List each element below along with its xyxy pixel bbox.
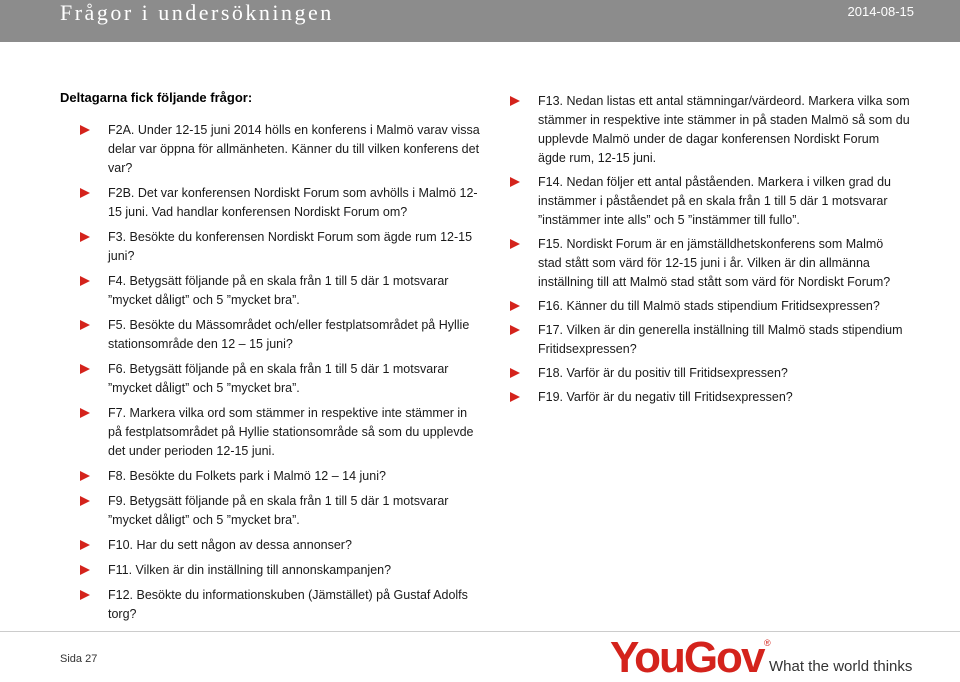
question-text: F15. Nordiskt Forum är en jämställdhetskonferens som Malmö stad stått som värd för 12-15 juni i år. Vilken är din allmänna inställning till att Malmö stad stått som värd för Nordiskt Forum? (538, 237, 891, 289)
question-item (80, 316, 480, 354)
question-item (510, 173, 910, 230)
bullet-arrow-icon (510, 239, 520, 249)
question-item (510, 235, 910, 292)
bullet-arrow-icon (510, 301, 520, 311)
header-date: 2014-08-15 (847, 4, 914, 19)
bullet-arrow-icon (510, 325, 520, 335)
header-bar (0, 0, 960, 42)
bullet-arrow-icon (510, 368, 520, 378)
question-item (80, 404, 480, 461)
yougov-logo: YouGov (610, 633, 764, 682)
question-text: F12. Besökte du informationskuben (Jämstället) på Gustaf Adolfs torg? (108, 588, 468, 621)
bullet-arrow-icon (80, 496, 90, 506)
bullet-arrow-icon (80, 188, 90, 198)
question-text: F14. Nedan följer ett antal påståenden. Markera i vilken grad du instämmer i påståendet på en skala från 1 till 5 där 1 motsvarar ”instämmer inte alls” och 5 ”instämmer till fullo”. (538, 175, 891, 227)
page-number: Sida 27 (60, 653, 98, 665)
bullet-arrow-icon (80, 540, 90, 550)
intro-heading: Deltagarna fick följande frågor: (60, 90, 253, 105)
bullet-arrow-icon (80, 565, 90, 575)
question-item (510, 388, 910, 407)
bullet-arrow-icon (80, 320, 90, 330)
question-item (80, 272, 480, 310)
question-item (80, 360, 480, 398)
question-item (80, 228, 480, 266)
bullet-arrow-icon (510, 392, 520, 402)
question-item (80, 121, 480, 178)
bullet-arrow-icon (80, 408, 90, 418)
bullet-arrow-icon (510, 177, 520, 187)
question-list-right (510, 92, 910, 412)
question-item (510, 92, 910, 168)
question-text: F5. Besökte du Mässområdet och/eller festplatsområdet på Hyllie stationsområde den 12 – 15 juni? (108, 318, 470, 351)
question-text: F2A. Under 12-15 juni 2014 hölls en konferens i Malmö varav vissa delar var öppna för allmänheten. Känner du till vilken konferens det var? (108, 123, 480, 175)
question-text: F19. Varför är du negativ till Fritidsexpressen? (538, 390, 793, 404)
question-text: F8. Besökte du Folkets park i Malmö 12 – 14 juni? (108, 469, 386, 483)
question-text: F18. Varför är du positiv till Fritidsexpressen? (538, 366, 788, 380)
bullet-arrow-icon (80, 125, 90, 135)
bullet-arrow-icon (80, 232, 90, 242)
bullet-arrow-icon (80, 364, 90, 374)
question-text: F2B. Det var konferensen Nordiskt Forum som avhölls i Malmö 12-15 juni. Vad handlar konferensen Nordiskt Forum om? (108, 186, 478, 219)
question-item (80, 467, 480, 486)
question-item (510, 321, 910, 359)
question-text: F3. Besökte du konferensen Nordiskt Forum som ägde rum 12-15 juni? (108, 230, 473, 263)
question-list-left (80, 121, 480, 630)
bullet-arrow-icon (510, 96, 520, 106)
question-item (80, 586, 480, 624)
question-text: F17. Vilken är din generella inställning till Malmö stads stipendium Fritidsexpressen? (538, 323, 903, 356)
question-item (80, 184, 480, 222)
question-item (80, 492, 480, 530)
question-text: F13. Nedan listas ett antal stämningar/värdeord. Markera vilka som stämmer in respektive inte stämmer in på staden Malmö så som du upplevde Malmö under de dagar konferensen Nordiskt Forum ägde rum, 12-15 juni. (538, 94, 910, 165)
question-text: F11. Vilken är din inställning till annonskampanjen? (108, 563, 392, 577)
footer-divider (0, 631, 960, 632)
question-item (510, 297, 910, 316)
question-text: F4. Betygsätt följande på en skala från 1 till 5 där 1 motsvarar ”mycket dåligt” och 5 ”mycket bra”. (108, 274, 449, 307)
question-item (80, 561, 480, 580)
registered-mark: ® (764, 638, 771, 648)
question-text: F16. Känner du till Malmö stads stipendium Fritidsexpressen? (538, 299, 880, 313)
logo-tagline: What the world thinks (769, 658, 913, 675)
question-text: F9. Betygsätt följande på en skala från 1 till 5 där 1 motsvarar ”mycket dåligt” och 5 ”mycket bra”. (108, 494, 449, 527)
question-text: F6. Betygsätt följande på en skala från 1 till 5 där 1 motsvarar ”mycket dåligt” och 5 ”mycket bra”. (108, 362, 449, 395)
question-text: F7. Markera vilka ord som stämmer in respektive inte stämmer in på festplatsområdet på Hyllie stationsområde så som du upplevde det under perioden 12-15 juni. (108, 406, 474, 458)
bullet-arrow-icon (80, 276, 90, 286)
question-item (510, 364, 910, 383)
bullet-arrow-icon (80, 590, 90, 600)
question-item (80, 536, 480, 555)
question-text: F10. Har du sett någon av dessa annonser? (108, 538, 352, 552)
page-title: Frågor i undersökningen (60, 0, 334, 25)
bullet-arrow-icon (80, 471, 90, 481)
